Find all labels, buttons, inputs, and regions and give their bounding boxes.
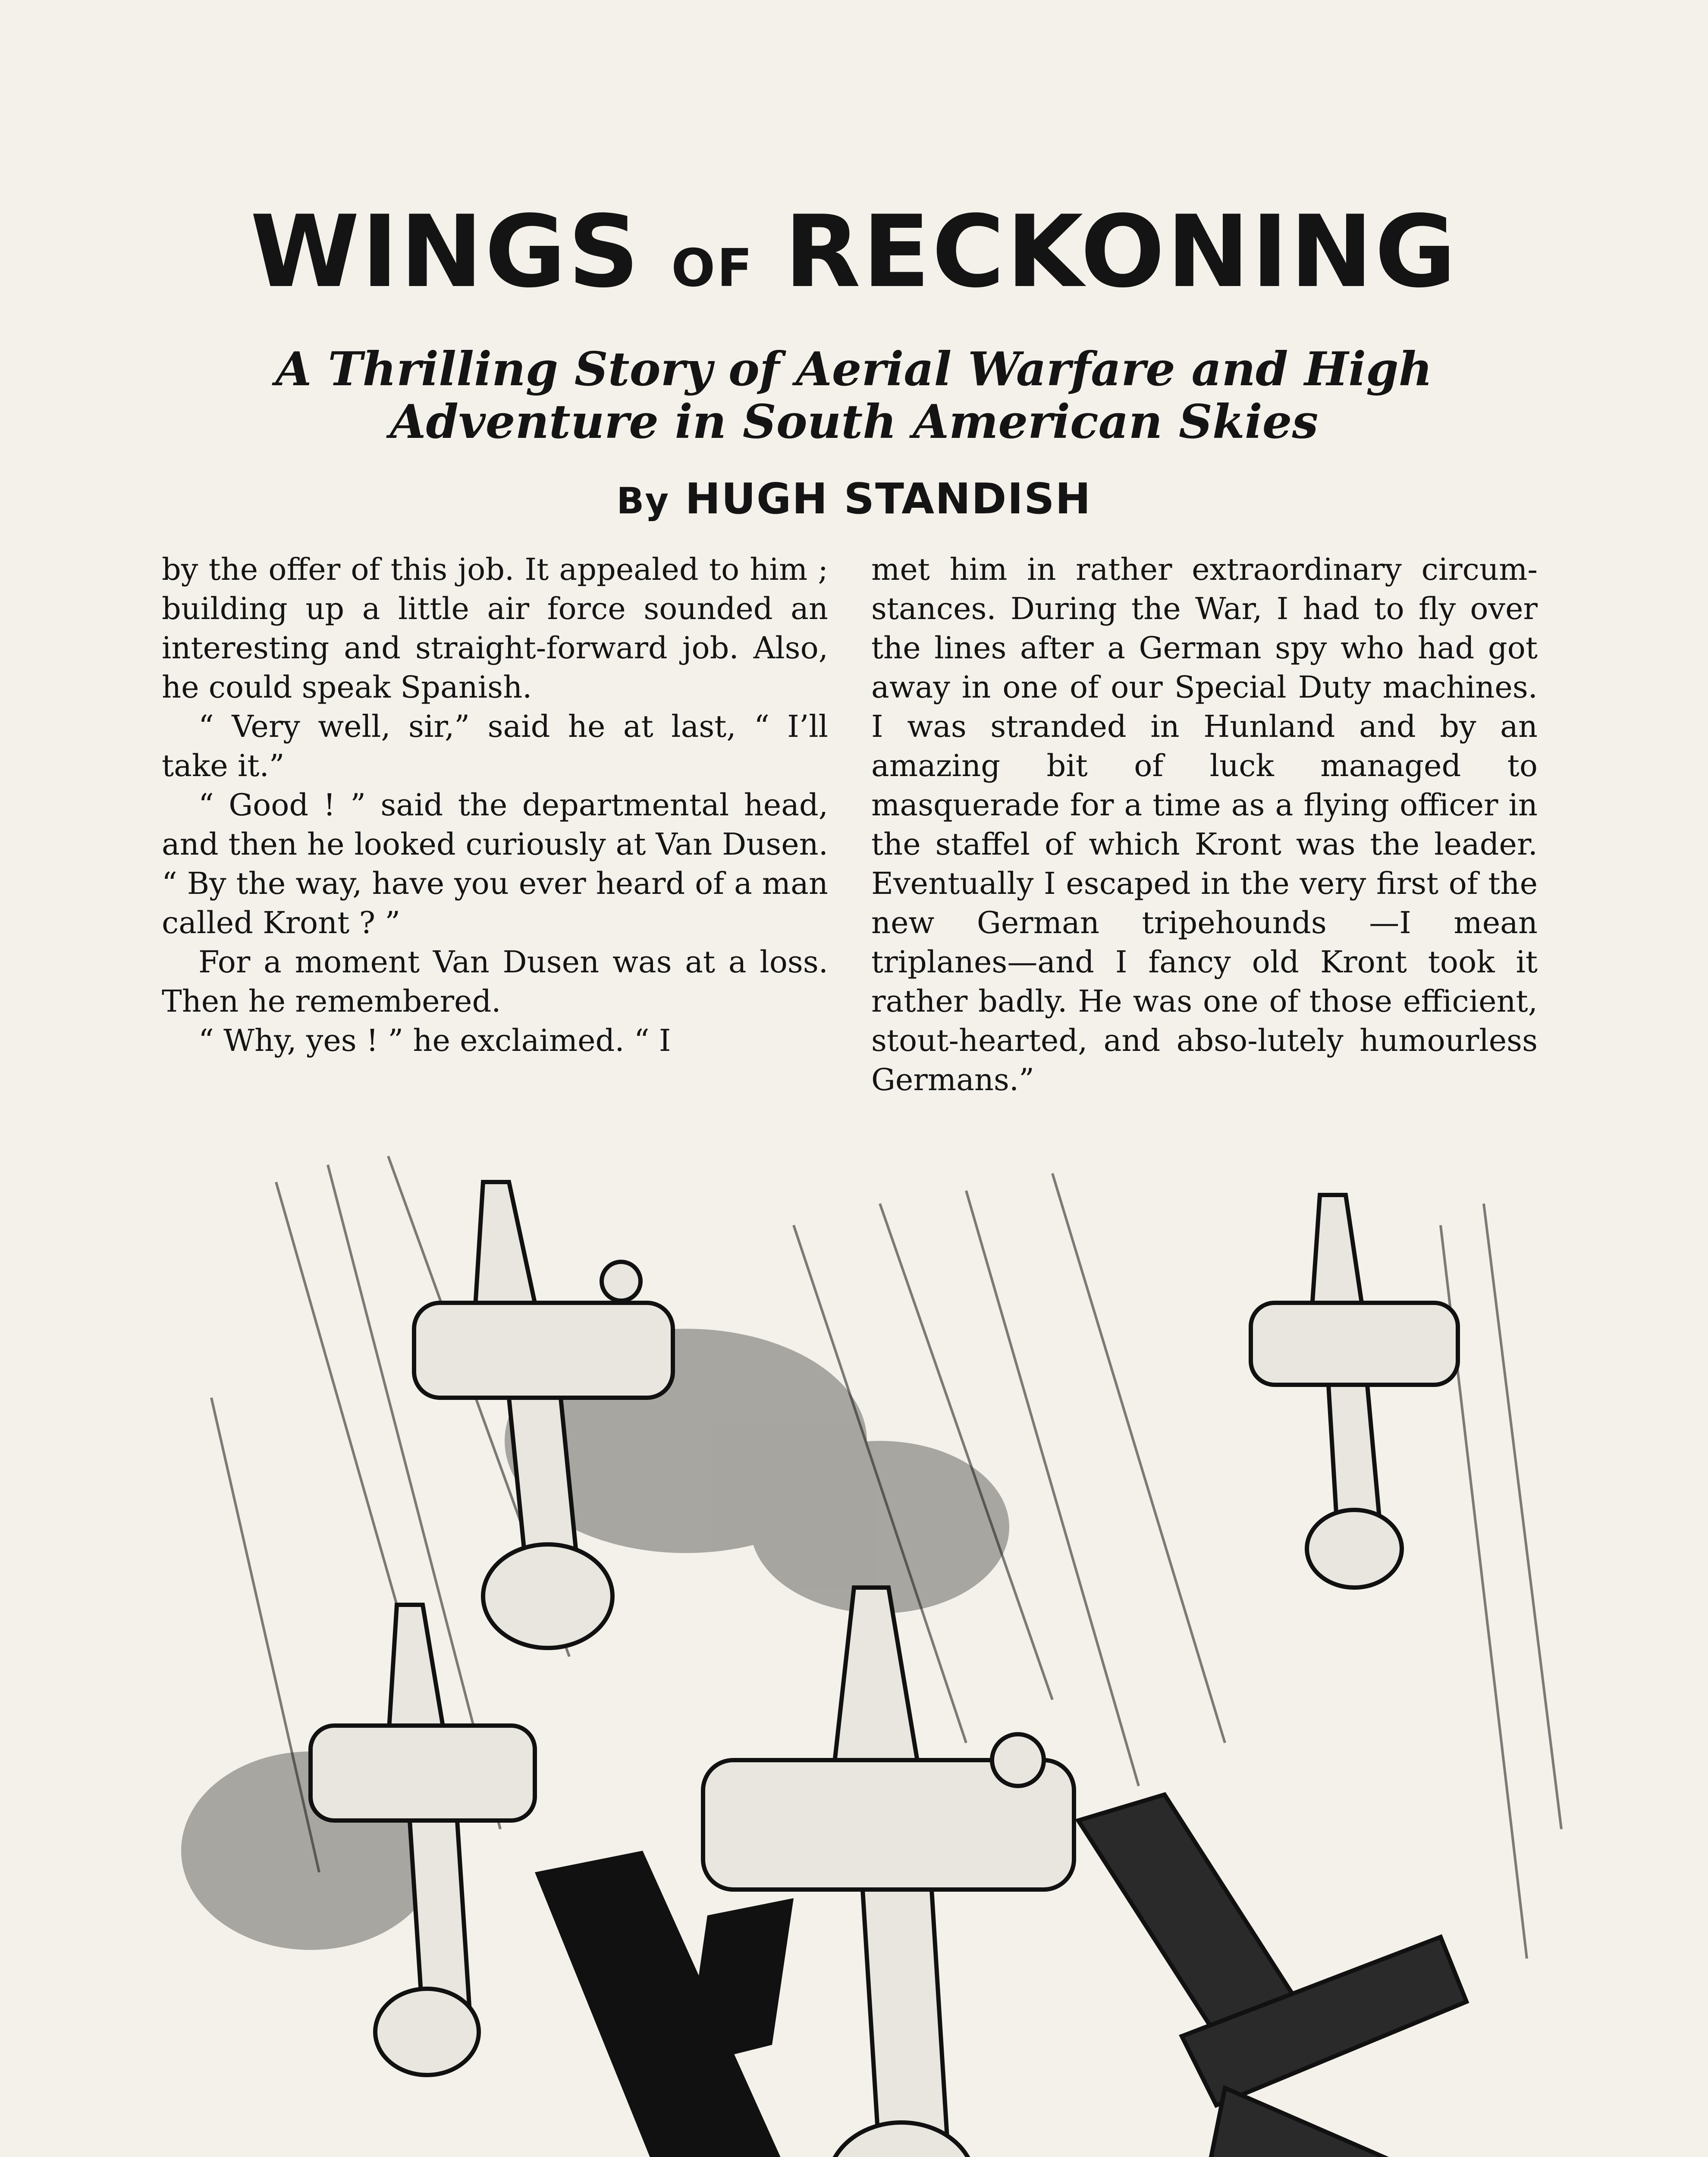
story-subtitle <box>0 343 1708 448</box>
paragraph: “ Why, yes ! ” he exclaimed. “ I <box>198 1023 671 1058</box>
title-word-wings: WINGS <box>250 195 641 310</box>
title-word-of: OF <box>671 239 754 299</box>
byline <box>0 475 1708 524</box>
paragraph: “ Very well, sir,” said he at last, “ I’ll take it.” <box>162 709 828 783</box>
paragraph: “ Good ! ” said the departmental head, and then he looked curiously at Van Dusen. “ By the way, have you ever heard of a man called Kront ? ” <box>162 787 828 940</box>
paragraph: For a moment Van Dusen was at a loss. Then he remembered. <box>162 944 828 1019</box>
aircraft-illustration <box>147 1139 1579 2157</box>
paragraph: by the offer of this job. It appealed to him ; building up a little air force sounded an interesting and straight-forward job. Also, he could speak Spanish. <box>162 552 828 705</box>
left-text-column <box>162 550 828 1060</box>
title-word-reckoning: RECKONING <box>784 195 1458 310</box>
subtitle-line-2: Adventure in South American Skies <box>389 395 1319 449</box>
subtitle-line-1: A Thrilling Story of Aerial Warfare and High <box>275 342 1433 396</box>
story-title <box>0 195 1708 310</box>
byline-author: HUGH STANDISH <box>685 475 1092 524</box>
byline-by: By <box>616 480 670 522</box>
right-text-column <box>871 550 1538 1100</box>
paragraph: met him in rather extraordinary circum-stances. During the War, I had to fly over the lines after a German spy who had got away in one of our Special Duty machines. I was stranded in Hunland and by an amazing bit of luck managed to masquerade for a time as a flying officer in the staffel of which Kront was the leader. Eventually I escaped in the very first of the new German tripehounds —I mean triplanes—and I fancy old Kront took it rather badly. He was one of those efficient, stout-hearted, and abso-lutely humourless Germans.” <box>871 552 1538 1097</box>
